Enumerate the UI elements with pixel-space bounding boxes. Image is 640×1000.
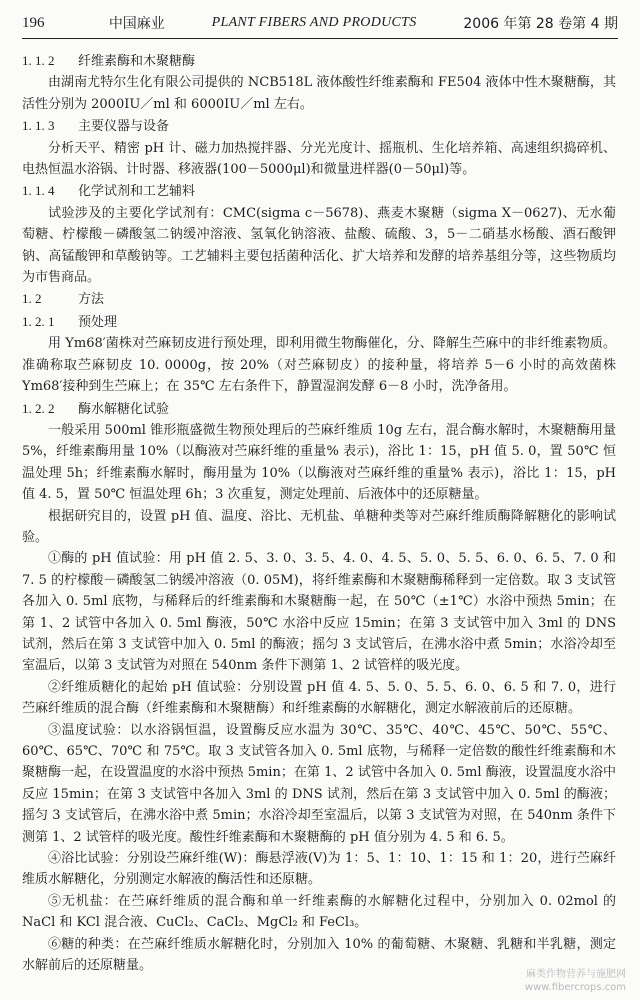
section-title: 预处理 [78, 314, 118, 330]
numbered-item: ④浴比试验：分别设苎麻纤维(W)：酶悬浮液(V)为 1：5、1：10、1：15 和 1：20，进行苎麻纤维质水解糖化，分别测定水解液的酶活性和还原糖。 [22, 851, 616, 888]
numbered-item: ③温度试验：以水浴锅恒温，设置酶反应水温为 30℃、35℃、40℃、45℃、50℃、55℃、60℃、65℃、70℃ 和 75℃。取 3 支试管各加入 0. 5ml 底物，与稀释一定倍数的酸性纤维素酶和木聚糖酶一起，在设置温度的水浴中预热 5min；在第 1、2 试管中各加入 0. 5ml 酶液，设置温度水浴中反应 15min；在第 3 支试管中各加入 3ml 的 DNS 试剂，然后在第 3 支试管中加入 0. 5ml 的酶液；摇匀 3 支试管后，在沸水浴中煮 5min；水浴冷却至室温后，以第 3 支试管为对照，在 540nm 条件下测第 1、2 试管样的吸光度。酸性纤维素酶和木聚糖酶的 pH 值分别为 4. 5 和 6. 5。 [22, 722, 616, 845]
section-number: 1. 1. 3 [22, 118, 55, 134]
section-number: 1. 1. 2 [22, 53, 55, 68]
section-number: 1. 2. 1 [22, 313, 55, 329]
numbered-item: ⑥糖的种类：在苎麻纤维质水解糖化时，分别加入 10% 的葡萄糖、木聚糖、乳糖和半乳糖，测定水解前后的还原糖量。 [22, 936, 616, 974]
watermark-line-1: 麻类作物营养与施肥网 [526, 969, 626, 980]
site-watermark [525, 968, 626, 994]
section-title: 方法 [78, 292, 105, 308]
section-title: 纤维素酶和木聚糖酶 [78, 54, 196, 69]
watermark-line-2: www.fibercrops.com [524, 982, 626, 993]
journal-title-en: PLANT FIBERS AND PRODUCTS [211, 15, 417, 30]
issue-info: 2006 年第 28 卷第 4 期 [463, 16, 618, 32]
page-number: 196 [22, 14, 45, 31]
section-heading [22, 288, 616, 310]
section-title: 主要仪器与设备 [78, 119, 170, 135]
paragraph: 用 Ym68′菌株对苎麻韧皮进行预处理，即利用微生物酶催化，分、降解生苎麻中的非纤维素物质。准确称取苎麻韧皮 10. 0000g，按 20%（对苎麻韧皮）的接种量，将培养 5－6 小时的高效菌株 Ym68′接种到生苎麻上；在 35℃ 左右条件下，静置湿润发酵 6－8 小时，洗净备用。 [22, 336, 616, 395]
numbered-item: ②纤维质糖化的起始 pH 值试验：分别设置 pH 值 4. 5、5. 0、5. 5、6. 0、6. 5 和 7. 0，进行苎麻纤维质的混合酶（纤维素酶和木聚糖酶）和纤维素酶的水解糖化，测定水解液前后的还原糖。 [22, 679, 616, 717]
section-heading [22, 398, 616, 420]
running-header [22, 8, 618, 39]
section-number: 1. 2. 2 [22, 400, 55, 416]
section-number: 1. 2 [22, 291, 42, 307]
section-heading [22, 311, 616, 333]
paragraph: 分析天平、精密 pH 计、磁力加热搅拌器、分光光度计、摇瓶机、生化培养箱、高速组织捣碎机、电热恒温水浴锅、计时器、移液器(100－5000μl)和微量进样器(0－50μl)等。 [22, 140, 616, 178]
section-title: 化学试剂和工艺辅料 [78, 184, 196, 200]
journal-title-cn: 中国麻业 [108, 16, 165, 32]
article-body [22, 50, 616, 976]
paragraph: 试验涉及的主要化学试剂有：CMC(sigma c－5678)、燕麦木聚糖（sigma X－0627)、无水葡萄糖、柠檬酸－磷酸氢二钠缓冲溶液、氢氧化钠溶液、盐酸、硫酸、3，5－二硝基水杨酸、酒石酸钾钠、高锰酸钾和草酸钠等。工艺辅料主要包括菌种活化、扩大培养和发酵的培养基组分等，这些物质均为市售商品。 [22, 205, 616, 286]
numbered-item: ①酶的 pH 值试验：用 pH 值 2. 5、3. 0、3. 5、4. 0、4. 5、5. 0、5. 5、6. 0、6. 5、7. 0 和 7. 5 的柠檬酸－磷酸氢二钠缓冲溶液（0. 05M)，将纤维素酶和木聚糖酶稀释到一定倍数。取 3 支试管各加入 0. 5ml 底物，与稀释后的纤维素酶和木聚糖酶一起，在 50℃（±1℃）水浴中预热 5min；在第 1、2 试管中各加入 0. 5ml 酶液，50℃ 水浴中反应 15min；在第 3 支试管中加入 3ml 的 DNS 试剂，然后在第 3 支试管中加入 0. 5ml 的酶液；摇匀 3 支试管后，在沸水浴中煮 5min；水浴冷却至室温后，以第 3 支试管为对照在 540nm 条件下测第 1、2 试管样的吸光度。 [22, 551, 616, 674]
paragraph: 由湖南尤特尔生化有限公司提供的 NCB518L 液体酸性纤维素酶和 FE504 液体中性木聚糖酶，其活性分别为 2000IU／ml 和 6000IU／ml 左右。 [22, 75, 616, 112]
section-heading [22, 50, 616, 72]
section-heading [22, 180, 616, 202]
numbered-item: ⑤无机盐：在苎麻纤维质的混合酶和单一纤维素酶的水解糖化过程中，分别加入 0. 02mol 的 NaCl 和 KCl 混合液、CuCl₂、CaCl₂、MgCl₂ 和 FeCl₃。 [22, 893, 616, 931]
section-number: 1. 1. 4 [22, 183, 55, 199]
paragraph: 根据研究目的，设置 pH 值、温度、浴比、无机盐、单糖种类等对苎麻纤维质酶降解糖化的影响试验。 [22, 508, 616, 545]
section-heading [22, 115, 616, 137]
paragraph: 一般采用 500ml 锥形瓶盛微生物预处理后的苎麻纤维质 10g 左右，混合酶水解时，木聚糖酶用量 5%，纤维素酶用量 10%（以酶液对苎麻纤维的重量% 表示)，浴比 1：15，pH 值 5. 0，置 50℃ 恒温处理 5h；纤维素酶水解时，酶用量为 10%（以酶液对苎麻纤维的重量% 表示)，浴比 1：15，pH 值 4. 5，置 50℃ 恒温处理 6h；3 次重复，测定处理前、后液体中的还原糖量。 [22, 422, 616, 503]
section-title: 酶水解糖化试验 [78, 401, 170, 417]
